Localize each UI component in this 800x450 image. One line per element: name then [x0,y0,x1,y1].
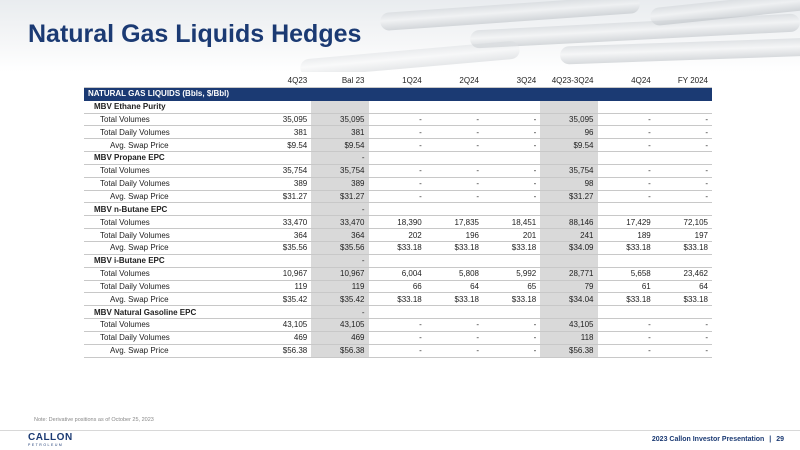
table-cell: 469 [311,331,368,344]
table-cell: 64 [426,280,483,293]
table-cell: 35,095 [254,113,311,126]
table-row [84,113,712,126]
table-cell: 35,095 [540,113,597,126]
table-cell: - [483,319,540,332]
column-header: 4Q24 [598,75,655,87]
table-cell: 364 [254,229,311,242]
table-cell: 17,429 [598,216,655,229]
table-title: NATURAL GAS LIQUIDS (Bbls, $/Bbl) [84,87,254,100]
table-cell: - [598,319,655,332]
logo-wordmark: CALLON [28,432,73,443]
footer-caption [652,436,784,443]
table-cell: - [369,331,426,344]
section-header-row [84,254,712,267]
section-header-cell [540,152,597,165]
table-cell: 364 [311,229,368,242]
table-cell: 196 [426,229,483,242]
row-label: Total Daily Volumes [84,177,254,190]
row-label: Total Daily Volumes [84,331,254,344]
table-cell: 469 [254,331,311,344]
section-header-cell [426,203,483,216]
table-row [84,177,712,190]
section-header-cell [598,306,655,319]
title-row-cell [483,87,540,100]
section-header-cell [426,100,483,113]
table-cell: 10,967 [311,267,368,280]
table-cell: - [426,344,483,357]
table-cell: 23,462 [655,267,712,280]
table-cell: 6,004 [369,267,426,280]
table-cell: $33.18 [483,293,540,306]
table-cell: $9.54 [254,139,311,152]
table-cell: $35.56 [311,241,368,254]
table-row [84,331,712,344]
section-label: MBV Ethane Purity [84,100,254,113]
section-header-cell [483,254,540,267]
table-cell: - [598,164,655,177]
footer-separator: | [769,436,772,443]
table-cell: 381 [311,126,368,139]
section-header-cell [655,152,712,165]
title-row-cell [540,87,597,100]
table-cell: - [369,190,426,203]
table-cell: 43,105 [254,319,311,332]
table-row [84,229,712,242]
table-cell: - [483,190,540,203]
column-header: 1Q24 [369,75,426,87]
table-cell: - [598,190,655,203]
table-cell: 241 [540,229,597,242]
row-label: Avg. Swap Price [84,344,254,357]
table-cell: - [426,164,483,177]
column-header: FY 2024 [655,75,712,87]
table-cell: $31.27 [540,190,597,203]
row-label: Total Daily Volumes [84,126,254,139]
table-cell: $35.42 [311,293,368,306]
section-header-cell [655,254,712,267]
section-header-cell [655,306,712,319]
table-cell: - [598,344,655,357]
table-cell: 66 [369,280,426,293]
table-cell: - [598,177,655,190]
table-cell: 35,754 [311,164,368,177]
section-header-cell [483,152,540,165]
table-cell: - [483,164,540,177]
column-header-row [84,75,712,87]
table-cell: 18,390 [369,216,426,229]
table-cell: - [655,164,712,177]
table-cell: $35.42 [254,293,311,306]
presentation-name: 2023 Callon Investor Presentation [651,436,765,443]
table-cell: - [369,344,426,357]
table-cell: $33.18 [483,241,540,254]
table-row [84,280,712,293]
table-cell: - [426,113,483,126]
section-header-cell [369,306,426,319]
table-row [84,190,712,203]
section-header-cell [254,100,311,113]
table-cell: $33.18 [426,241,483,254]
section-header-cell: - [311,152,368,165]
table-cell: 98 [540,177,597,190]
table-cell: - [483,344,540,357]
table-cell: 119 [311,280,368,293]
table-cell: 43,105 [540,319,597,332]
table-cell: 381 [254,126,311,139]
section-header-cell [655,203,712,216]
title-row-cell [369,87,426,100]
table-row [84,164,712,177]
table-cell: - [426,177,483,190]
section-header-row [84,306,712,319]
table-cell: 35,754 [540,164,597,177]
section-header-cell [483,100,540,113]
section-header-cell [598,100,655,113]
table-cell: $33.18 [426,293,483,306]
section-header-cell [254,203,311,216]
section-label: MBV Natural Gasoline EPC [84,306,254,319]
table-cell: - [369,319,426,332]
section-header-cell [483,203,540,216]
title-row-cell [311,87,368,100]
table-cell: - [369,177,426,190]
section-header-cell [369,203,426,216]
row-label: Total Volumes [84,113,254,126]
section-header-cell [426,254,483,267]
section-header-cell [483,306,540,319]
row-label: Total Daily Volumes [84,229,254,242]
table-cell: - [483,126,540,139]
table-cell: 64 [655,280,712,293]
section-header-cell: - [311,306,368,319]
table-cell: - [369,139,426,152]
table-cell: 79 [540,280,597,293]
title-row-cell [254,87,311,100]
logo-subtext: PETROLEUM [28,443,64,447]
table-cell: $34.09 [540,241,597,254]
title-row-cell [598,87,655,100]
table-cell: $33.18 [655,241,712,254]
table-cell: $33.18 [369,241,426,254]
section-header-cell [540,254,597,267]
column-header-blank [84,75,254,87]
table-cell: 33,470 [311,216,368,229]
row-label: Total Volumes [84,319,254,332]
table-cell: 197 [655,229,712,242]
table-cell: - [369,113,426,126]
table-title-row [84,87,712,100]
column-header: 4Q23 [254,75,311,87]
table-cell: $56.38 [254,344,311,357]
column-header: 3Q24 [483,75,540,87]
table-cell: - [655,331,712,344]
table-cell: 17,835 [426,216,483,229]
table-cell: 43,105 [311,319,368,332]
table-cell: - [655,177,712,190]
section-header-cell [254,152,311,165]
table-cell: - [598,113,655,126]
table-cell: - [426,331,483,344]
table-cell: $56.38 [540,344,597,357]
table-cell: - [655,319,712,332]
footer-divider [0,430,800,431]
footnote: Note: Derivative positions as of October 25, 2023 [34,417,154,423]
table-cell: - [598,331,655,344]
table-cell: $33.18 [369,293,426,306]
row-label: Total Volumes [84,216,254,229]
callon-logo [28,433,72,447]
section-header-cell [426,152,483,165]
table-cell: - [483,177,540,190]
row-label: Total Daily Volumes [84,280,254,293]
table-cell: - [483,113,540,126]
page-number: 29 [776,436,784,443]
table-cell: 72,105 [655,216,712,229]
row-label: Avg. Swap Price [84,293,254,306]
section-header-cell [254,254,311,267]
table-cell: 119 [254,280,311,293]
table-cell: - [426,319,483,332]
section-header-cell [598,152,655,165]
table-cell: $56.38 [311,344,368,357]
section-label: MBV Propane EPC [84,152,254,165]
table-cell: 96 [540,126,597,139]
section-label: MBV i-Butane EPC [84,254,254,267]
table-row [84,319,712,332]
section-header-cell [369,254,426,267]
table-cell: 28,771 [540,267,597,280]
table-cell: $9.54 [311,139,368,152]
table-cell: $31.27 [311,190,368,203]
table-cell: 88,146 [540,216,597,229]
table-cell: - [655,190,712,203]
table-cell: 18,451 [483,216,540,229]
title-row-cell [426,87,483,100]
section-header-row [84,203,712,216]
section-header-cell [254,306,311,319]
section-label: MBV n-Butane EPC [84,203,254,216]
table-cell: - [598,139,655,152]
table-cell: 5,992 [483,267,540,280]
table-cell: - [655,113,712,126]
table-cell: 389 [254,177,311,190]
table-row [84,241,712,254]
table-cell: - [655,344,712,357]
table-cell: 5,658 [598,267,655,280]
row-label: Avg. Swap Price [84,139,254,152]
table-cell: $33.18 [655,293,712,306]
row-label: Total Volumes [84,267,254,280]
table-cell: 33,470 [254,216,311,229]
section-header-cell: - [311,254,368,267]
column-header: 4Q23-3Q24 [540,75,597,87]
column-header: Bal 23 [311,75,368,87]
table-row [84,344,712,357]
row-label: Avg. Swap Price [84,241,254,254]
section-header-cell [598,203,655,216]
table-row [84,267,712,280]
section-header-cell [655,100,712,113]
table-row [84,126,712,139]
table-cell: 202 [369,229,426,242]
table-cell: 35,754 [254,164,311,177]
table-cell: 118 [540,331,597,344]
table-cell: - [598,126,655,139]
table-cell: $31.27 [254,190,311,203]
table-cell: - [655,139,712,152]
table-cell: - [655,126,712,139]
table-cell: - [426,126,483,139]
column-header: 2Q24 [426,75,483,87]
hedge-table [84,75,712,358]
table-cell: - [483,139,540,152]
section-header-row [84,152,712,165]
section-header-cell [311,100,368,113]
table-row [84,216,712,229]
table-cell: $33.18 [598,293,655,306]
table-row [84,293,712,306]
table-cell: $33.18 [598,241,655,254]
table-cell: - [426,190,483,203]
section-header-cell: - [311,203,368,216]
section-header-cell [598,254,655,267]
table-cell: - [369,126,426,139]
table-cell: - [483,331,540,344]
table-row [84,139,712,152]
row-label: Avg. Swap Price [84,190,254,203]
table-cell: 5,808 [426,267,483,280]
section-header-cell [540,100,597,113]
section-header-cell [540,203,597,216]
table-cell: - [369,164,426,177]
table-cell: 65 [483,280,540,293]
table-cell: - [426,139,483,152]
table-cell: 201 [483,229,540,242]
section-header-cell [540,306,597,319]
title-row-cell [655,87,712,100]
table-cell: 35,095 [311,113,368,126]
section-header-cell [369,152,426,165]
table-cell: 389 [311,177,368,190]
table-cell: 61 [598,280,655,293]
page-title: Natural Gas Liquids Hedges [28,20,362,48]
section-header-row [84,100,712,113]
section-header-cell [369,100,426,113]
section-header-cell [426,306,483,319]
table-cell: 10,967 [254,267,311,280]
table-cell: 189 [598,229,655,242]
table-cell: $9.54 [540,139,597,152]
row-label: Total Volumes [84,164,254,177]
table-cell: $34.04 [540,293,597,306]
table-cell: $35.56 [254,241,311,254]
